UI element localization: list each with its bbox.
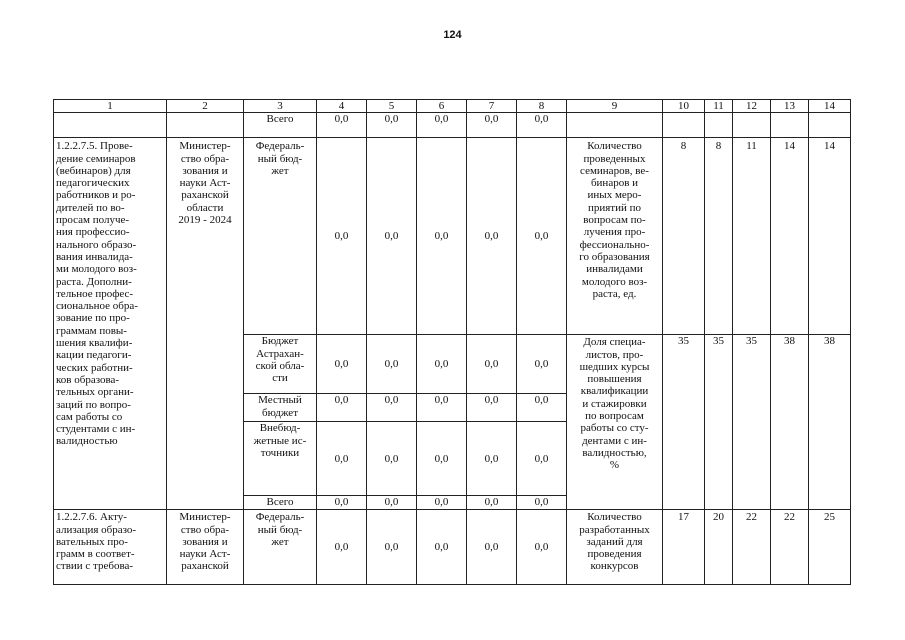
total-row-previous [54,113,851,138]
header-cell: 9 [567,100,663,113]
header-cell: 10 [663,100,705,113]
indicator-value-cell: 14 [809,138,851,335]
header-cell: 14 [809,100,851,113]
source-cell: Внебюд- жетные ис- точники [244,422,317,496]
value-cell: 0,0 [417,138,467,335]
indicator-cell: Количество проведенных семинаров, ве- бинаров и иных меро- приятий по вопросам по- лучения про- фессионально- го образования инвалидами молодого воз- раста, ед. [567,138,663,335]
header-cell: 1 [54,100,167,113]
value-cell: 0,0 [317,113,367,138]
indicator-value-cell: 11 [733,138,771,335]
value-cell: 0,0 [467,510,517,585]
header-cell: 11 [705,100,733,113]
value-cell: 0,0 [367,335,417,394]
indicator-value-cell: 22 [771,510,809,585]
measure-6-federal-row [54,510,851,585]
header-cell: 12 [733,100,771,113]
executor-cell: Министер- ство обра- зования и науки Аст- раханской [167,510,244,585]
measure-name-cell: 1.2.2.7.5. Прове- дение семинаров (вебинаров) для педагогических работников и ро- дителей по во- просам получе- ния профессио- нального образо- вания инвалида- ми молодого воз- раста. Дополни- тельное профес- сиональное обра- зование по про- граммам повы- шения квалифи- кации педагоги- ческих работни- ков образова- тельных органи- заций по вопро- сам работы со студентами с ин- валидностью [54,138,167,510]
value-cell: 0,0 [317,422,367,496]
value-cell: 0,0 [517,496,567,510]
header-cell: 7 [467,100,517,113]
value-cell: 0,0 [367,394,417,422]
source-cell: Местный бюджет [244,394,317,422]
value-cell: 0,0 [467,138,517,335]
source-cell: Всего [244,496,317,510]
indicator-value-cell: 22 [733,510,771,585]
value-cell: 0,0 [317,394,367,422]
value-cell: 0,0 [517,138,567,335]
indicator-value-cell: 35 [733,335,771,510]
header-cell: 4 [317,100,367,113]
header-cell: 3 [244,100,317,113]
value-cell: 0,0 [467,335,517,394]
indicator-value-cell: 35 [705,335,733,510]
program-table [53,99,851,585]
value-cell: 0,0 [367,138,417,335]
value-cell: 0,0 [467,113,517,138]
source-cell: Федераль- ный бюд- жет [244,138,317,335]
indicator-value-cell: 38 [771,335,809,510]
indicator-cell: Доля специа- листов, про- шедших курсы повышения квалификации и стажировки по вопросам работы со сту- дентами с ин- валидностью, % [567,335,663,510]
value-cell: 0,0 [517,510,567,585]
indicator-value-cell: 20 [705,510,733,585]
page-number: 124 [443,29,462,41]
value-cell: 0,0 [417,422,467,496]
value-cell: 0,0 [517,394,567,422]
executor-cell: Министер- ство обра- зования и науки Аст- раханской области 2019 - 2024 [167,138,244,510]
value-cell: 0,0 [517,113,567,138]
indicator-value-cell: 17 [663,510,705,585]
value-cell: 0,0 [417,335,467,394]
indicator-value-cell: 38 [809,335,851,510]
value-cell: 0,0 [517,335,567,394]
header-cell: 5 [367,100,417,113]
value-cell: 0,0 [317,138,367,335]
value-cell: 0,0 [467,394,517,422]
value-cell: 0,0 [417,496,467,510]
value-cell: 0,0 [517,422,567,496]
value-cell: 0,0 [367,422,417,496]
value-cell: 0,0 [467,422,517,496]
indicator-value-cell: 8 [705,138,733,335]
value-cell: 0,0 [317,510,367,585]
header-cell: 6 [417,100,467,113]
value-cell: 0,0 [417,510,467,585]
header-cell: 2 [167,100,244,113]
header-cell: 13 [771,100,809,113]
value-cell: 0,0 [317,335,367,394]
indicator-value-cell: 14 [771,138,809,335]
source-cell: Бюджет Астрахан- ской обла- сти [244,335,317,394]
measure-5-federal-row [54,138,851,335]
value-cell: 0,0 [467,496,517,510]
value-cell: 0,0 [317,496,367,510]
source-cell: Всего [244,113,317,138]
indicator-value-cell: 35 [663,335,705,510]
value-cell: 0,0 [417,113,467,138]
value-cell: 0,0 [367,496,417,510]
value-cell: 0,0 [367,510,417,585]
measure-name-cell: 1.2.2.7.6. Акту- ализация образо- вательных про- грамм в соответ- ствии с требова- [54,510,167,585]
column-number-row [54,100,851,113]
source-cell: Федераль- ный бюд- жет [244,510,317,585]
indicator-value-cell: 8 [663,138,705,335]
indicator-value-cell: 25 [809,510,851,585]
value-cell: 0,0 [367,113,417,138]
value-cell: 0,0 [417,394,467,422]
header-cell: 8 [517,100,567,113]
indicator-cell: Количество разработанных заданий для проведения конкурсов [567,510,663,585]
